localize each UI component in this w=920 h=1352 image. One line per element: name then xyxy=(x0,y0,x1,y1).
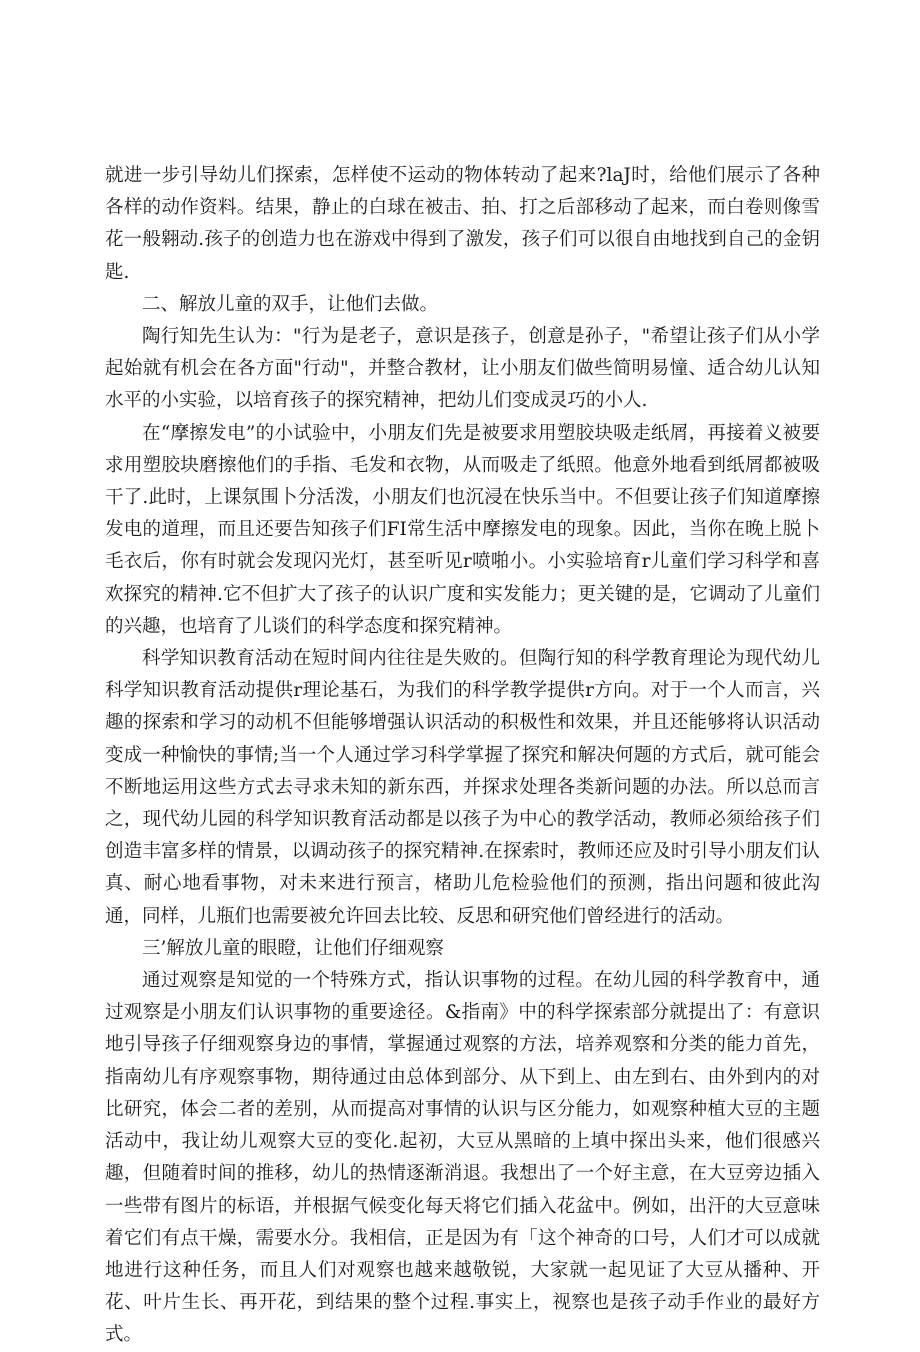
paragraph-observation: 通过观察是知觉的一个特殊方式，指认识事物的过程。在幼儿园的科学教育中，通过观察是小朋友们认识事物的重要途径。&指南》中的科学探索部分就提出了：有意识地引导孩子仔细观察身边的事情，掌握通过观察的方法，培养观察和分类的能力首先，指南幼儿有序观察事物，期待通过由总体到部分、从下到上、由左到右、由外到内的对比研究，体会二者的差别，从而提高对事情的认识与区分能力，如观察种植大豆的主题活动中，我让幼儿观察大豆的变化.起初，大豆从黑暗的上填中探出头来，他们很感兴趣，但随着时间的推移，幼儿的热情逐渐消退。我想出了一个好主意，在大豆旁边插入一些带有图片的标语，并根据气候变化每天将它们插入花盆中。例如，出汗的大豆意味着它们有点干燥，需要水分。我相信，正是因为有「这个神奇的口号，人们才可以成就地进行这种任务，而且人们对观察也越来越敬锐，大家就一起见证了大豆从播种、开花、叶片生长、再开花，到结果的整个过程.事实上，视察也是孩子动手作业的最好方式。 xyxy=(105,970,820,1346)
paragraph-science-education: 科学知识教育活动在短时间内往往是失败的。但陶行知的科学教育理论为现代幼儿科学知识教育活动提供r理论基石，为我们的科学教学提供r方向。对于一个人而言，兴趣的探索和学习的动机不但能够增强认识活动的积极性和效果，并且还能够将认识活动变成一种愉快的事情;当一个人通过学习科学掌握了探究和解决何题的方式后，就可能会不断地运用这些方式去寻求未知的新东西，并探求处理各类新问题的办法。所以总而言之，现代幼儿园的科学知识教育活动都是以孩子为中心的教学活动，教师必须给孩子们创造丰富多样的情景，以调动孩子的探究精神.在探索时，教师还应及时引导小朋友们认真、耐心地看事物，对未来进行预言，楮助儿危检验他们的预测，指出问题和彼此沟通，同样，儿瓶们也需要被允许回去比较、反思和研究他们曾经进行的活动。 xyxy=(105,648,820,927)
paragraph-intro: 就进一步引导幼儿们探索，怎样使不运动的物体转动了起来?laJ时，给他们展示了各种各样的动作资料。结果，静止的白球在被击、拍、打之后部移动了起来，而白卷则像雪花一般翱动.孩子的创造力也在游戏中得到了激发，孩子们可以很自由地找到自己的金钥匙. xyxy=(105,165,820,283)
section-heading-3: 三’解放儿童的眼瞪，让他们仔细观察 xyxy=(142,937,444,959)
document-body xyxy=(105,160,820,1352)
section-heading-2: 二、解放儿童的双手，让他们去做。 xyxy=(142,293,439,315)
paragraph-tao-xingzhi-quote: 陶行知先生认为："行为是老子，意识是孩子，创意是孙子，"希望让孩子们从小学起始就有机会在各方面"行动"，并整合教材，让小朋友们做些简明易憧、适合幼儿认知水平的小实验，以培育孩子的探究精神，把幼儿们变成灵巧的小人. xyxy=(105,326,820,412)
paragraph-friction-experiment: 在“摩擦发电”的小试验中，小朋友们先是被要求用塑胶块吸走纸屑，再接着义被要求用塑胶块磨擦他们的手指、毛发和衣物，从而吸走了纸照。他意外地看到纸屑都被吸干了.此时，上课氛围卜分活泼，小朋友们也沉浸在快乐当中。不但要让孩子们知道摩擦发电的道理，而且还要告知孩子们FI常生活中摩擦发电的现象。因此，当你在晚上脱卜毛衣后，你有时就会发现闪光灯，甚至听见r喷啪小。小实验培育r儿童们学习科学和喜欢探究的精神.它不但扩大了孩子的认识广度和实发能力；更关键的是，它调动了儿童们的兴趣，也培育了儿谈们的科学态度和探究精神。 xyxy=(105,422,820,637)
